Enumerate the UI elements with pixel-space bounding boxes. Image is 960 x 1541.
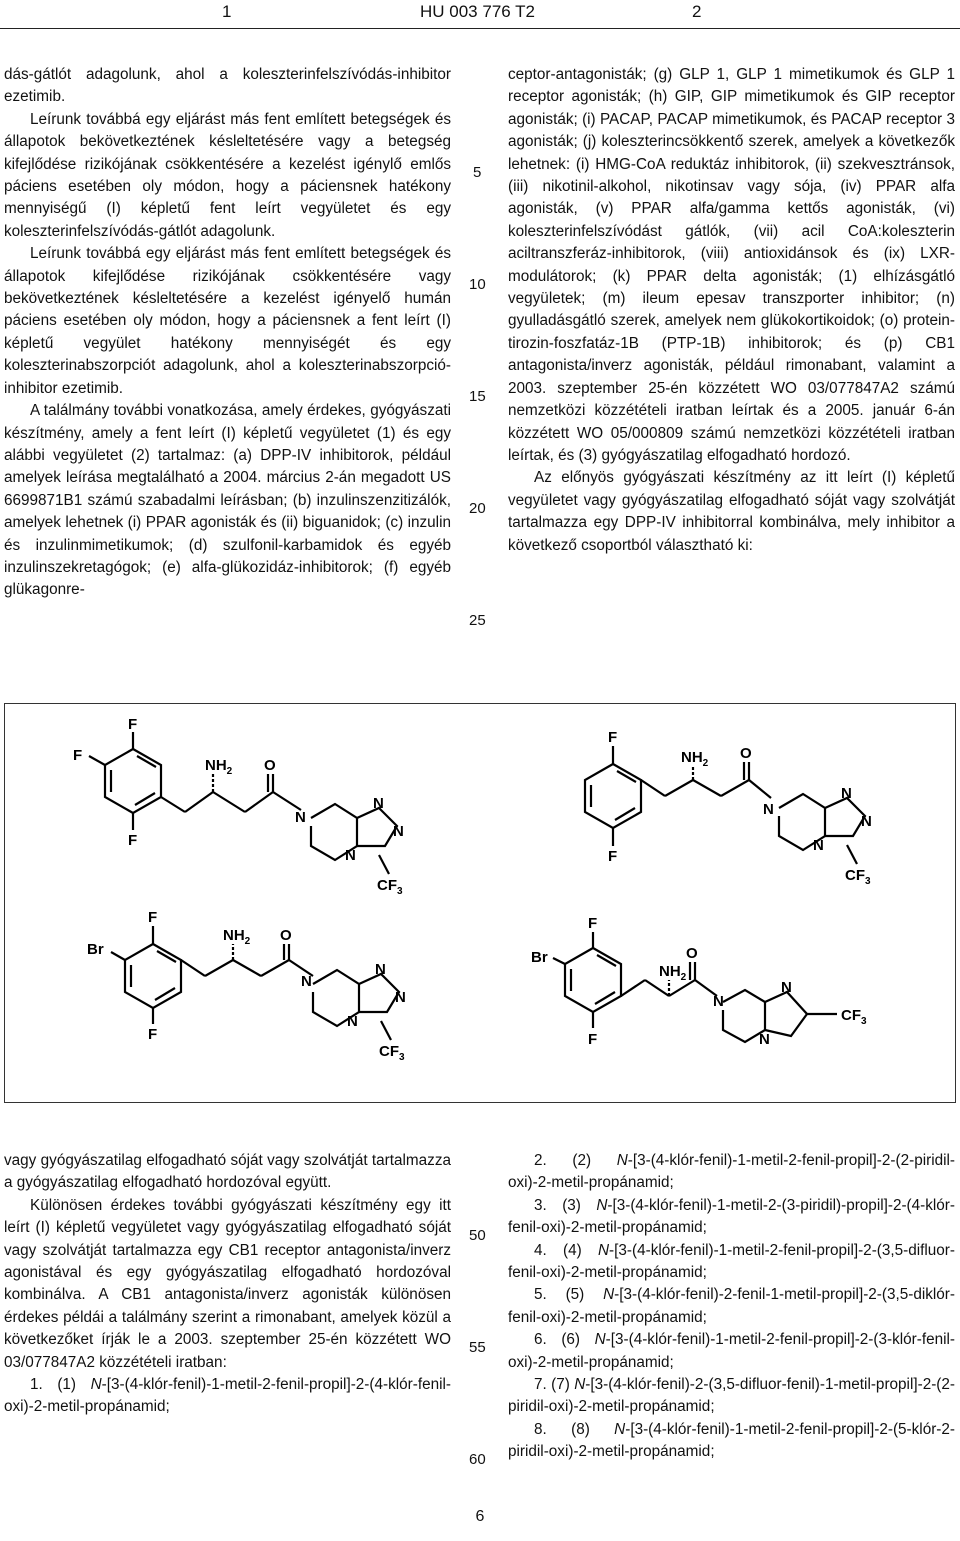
atom-label: N [295, 809, 306, 826]
atom-label: F [588, 1031, 598, 1048]
atom-label: N [781, 979, 792, 996]
header-page-right: 2 [692, 2, 702, 21]
list-item: 3. (3) N-[3-(4-klór-fenil)-1-metil-2-(3-piridil)-propil]-2-(4-klór-fenil-oxi)-2-metil-propánamid; [508, 1196, 955, 1237]
atom-label: N [763, 801, 774, 818]
right-column-bottom [508, 1150, 955, 1464]
atom-label: F [148, 1026, 158, 1043]
header-rule [0, 28, 960, 29]
right-column-top [508, 64, 955, 557]
line-number: 60 [469, 1451, 486, 1468]
atom-label: F [128, 716, 138, 733]
paragraph: Leírunk továbbá egy eljárást más fent említett betegségek és állapotok kifejlődése rizikójának csökkentésére vagy bekövetkeztének késleltetésére a kezelést igényelő humán páciens esetében oly módon, hogy a páciensnek a fent leírt (I) képletű vegyület hatékony mennyiségét és egy koleszterinabszorpciót adagolunk, ahol a koleszterinabszorpció-inhibitor ezetimib. [4, 245, 451, 397]
atom-label: N [713, 993, 724, 1010]
paragraph: Leírunk továbbá egy eljárást más fent említett betegségek és állapotok bekövetkeztének késleltetésére vagy a betegség kifejlődése rizikójának csökkentésére a kezelést igénylő emlős páciens esetében oly módon, hogy a páciensnek hatékony mennyiségű (I) képletű fent leírt vegyületet és egy koleszterinfelszívódás-gátlót adagolunk. [4, 110, 451, 240]
atom-label: $CF_3$ [377, 877, 403, 897]
atom-label: F [128, 832, 138, 849]
line-number: 50 [469, 1227, 486, 1244]
atom-label: O [686, 945, 698, 962]
atom-label: N [301, 973, 312, 990]
paragraph: Az előnyös gyógyászati készítmény az itt leírt (I) képletű vegyületet vagy gyógyászatilag elfogadható sóját vagy szolvátját tartalmazza egy DPP-IV inhibitorral kombinálva, mely inhibitor a következő csoportból választható ki: [508, 469, 955, 554]
atom-label: N [375, 961, 386, 978]
line-number: 55 [469, 1339, 486, 1356]
atom-label: N [347, 1013, 358, 1030]
atom-label: Br [87, 941, 104, 958]
atom-label: N [345, 847, 356, 864]
list-item: 5. (5) N-[3-(4-klór-fenil)-2-fenil-1-metil-propil]-2-(3,5-diklór-fenil-oxi)-2-metil-propánamid; [508, 1286, 955, 1326]
atom-label: O [740, 745, 752, 762]
atom-label: F [588, 915, 598, 932]
atom-label: N [813, 837, 824, 854]
atom-label: F [148, 909, 158, 926]
line-number: 25 [469, 612, 486, 629]
list-item: 1. (1) N-[3-(4-klór-fenil)-1-metil-2-fenil-propil]-2-(4-klór-fenil-oxi)-2-metil-propánamid; [4, 1376, 451, 1416]
paragraph: vagy gyógyászatilag elfogadható sóját vagy szolvátját tartalmazza a gyógyászatilag elfogadható hordozóval együtt. [4, 1152, 451, 1192]
atom-label: N [395, 989, 406, 1006]
atom-label: N [373, 795, 384, 812]
atom-label: N [861, 813, 872, 830]
atom-label: F [73, 747, 83, 764]
chemical-structures-svg [5, 704, 955, 1102]
left-column-bottom [4, 1150, 451, 1419]
atom-label: N [841, 785, 852, 802]
line-number: 10 [469, 276, 486, 293]
paragraph: Különösen érdekes további gyógyászati készítmény egy itt leírt (I) képletű vegyületet vagy gyógyászatilag elfogadható sóját vagy szolvátját tartalmazza egy CB1 receptor antagonista/inverz agonistával és egy gyógyászatilag elfogadható hordozóval kombinálva. A CB1 antagonista/inverz agonisták különösen érdekes példái a találmány szerint a rimonabant, amelyek közül a következőket írják le a 2003. szeptember 25-én közzétett WO 03/077847A2 közzétételi iratban: [4, 1196, 451, 1371]
atom-label: $NH_2$ [223, 927, 251, 947]
atom-label: F [608, 729, 618, 746]
left-column-top [4, 64, 451, 602]
atom-label: N [393, 823, 404, 840]
atom-label: O [280, 927, 292, 944]
chemical-structures-box [4, 703, 956, 1103]
header-page-left: 1 [222, 2, 232, 21]
paragraph: dás-gátlót adagolunk, ahol a koleszterinfelszívódás-inhibitor ezetimib. [4, 66, 451, 106]
line-number: 5 [473, 164, 482, 181]
list-item: 4. (4) N-[3-(4-klór-fenil)-1-metil-2-fenil-propil]-2-(3,5-difluor-fenil-oxi)-2-metil-propánamid; [508, 1241, 955, 1282]
atom-label: $CF_3$ [845, 867, 871, 887]
list-item: 7. (7) N-[3-(4-klór-fenil)-2-(3,5-difluor-fenil)-1-metil-propil]-2-(2-piridil-oxi)-2-metil-propánamid; [508, 1376, 955, 1416]
page-number: 6 [475, 1508, 485, 1525]
atom-label: N [759, 1031, 770, 1048]
atom-label: $CF_3$ [841, 1007, 867, 1027]
atom-label: $NH_2$ [681, 749, 709, 769]
paragraph: A találmány további vonatkozása, amely érdekes, gyógyászati készítmény, amely a fent leírt (I) képletű vegyületet (1) és egy alábbi vegyületet (2) tartalmaz: (a) DPP-IV inhibitorok, például amelyek leírása megtalálható a 2004. március 2-án megadott US 6699871B1 számú szabadalmi leírásban; (b) inzulinszenzitizálók, amelyek lehetnek (i) PPAR agonisták és (ii) biguanidok; (c) inzulin és inzulinmimetikumok; (d) szulfonil-karbamidok és egyéb inzulinszekretagógok; (e) alfa-glükozidáz-inhibitorok; (f) egyéb glükagonre- [4, 402, 451, 599]
line-number: 20 [469, 500, 486, 517]
line-number: 15 [469, 388, 486, 405]
atom-label: Br [531, 949, 548, 966]
header-doc-id: HU 003 776 T2 [420, 2, 535, 21]
list-item: 2. (2) N-[3-(4-klór-fenil)-1-metil-2-fenil-propil]-2-(2-piridil-oxi)-2-metil-propánamid; [508, 1152, 955, 1192]
atom-label: $NH_2$ [205, 757, 233, 777]
atom-label: $CF_3$ [379, 1043, 405, 1063]
atom-label: $NH_2$ [659, 963, 687, 983]
list-item: 6. (6) N-[3-(4-klór-fenil)-1-metil-2-fenil-propil]-2-(3-klór-fenil-oxi)-2-metil-propánamid; [508, 1331, 955, 1371]
paragraph: ceptor-antagonisták; (g) GLP 1, GLP 1 mimetikumok és GLP 1 receptor agonisták; (h) GIP, GIP mimetikumok és GIP receptor agonisták; (i) PACAP, PACAP mimetikumok, és PACAP receptor 3 agonisták; (j) koleszterincsökkentő szerek, amelyek a következők lehetnek: (i) HMG-CoA reduktáz inhibitorok, (ii) szekvesztránsok, (iii) nikotinil-alkohol, nikotinsav vagy sója, (iv) PPAR alfa agonisták, (v) PPAR alfa/gamma kettős agonisták, (vi) koleszterinfelszívódást gátlók, (vii) acil CoA:koleszterin aciltranszferáz-inhibitorok, (viii) antioxidánsok és (ix) LXR-modulátorok; (k) PPAR delta agonisták; (1) elhízásgátló vegyületek; (m) ileum epesav transzporter inhibitor; (n) gyulladásgátló szerek, amelyek nem glükokortikoidok; (o) protein-tirozin-foszfatáz-1B (PTP-1B) inhibitorok; és (p) CB1 antagonista/inverz agonisták, például rimonabant, valamint a 2003. szeptember 25-én közzétett WO 03/077847A2 számú nemzetközi közzétételi iratban leírtak és a 2005. január 6-án közzétett WO 05/000809 számú nemzetközi közzétételi iratban leírtak, és (3) gyógyászatilag elfogadható hordozó. [508, 66, 955, 464]
atom-label: O [264, 757, 276, 774]
list-item: 8. (8) N-[3-(4-klór-fenil)-1-metil-2-fenil-propil]-2-(5-klór-2-piridil-oxi)-2-metil-propánamid; [508, 1420, 955, 1461]
atom-label: F [608, 848, 618, 865]
